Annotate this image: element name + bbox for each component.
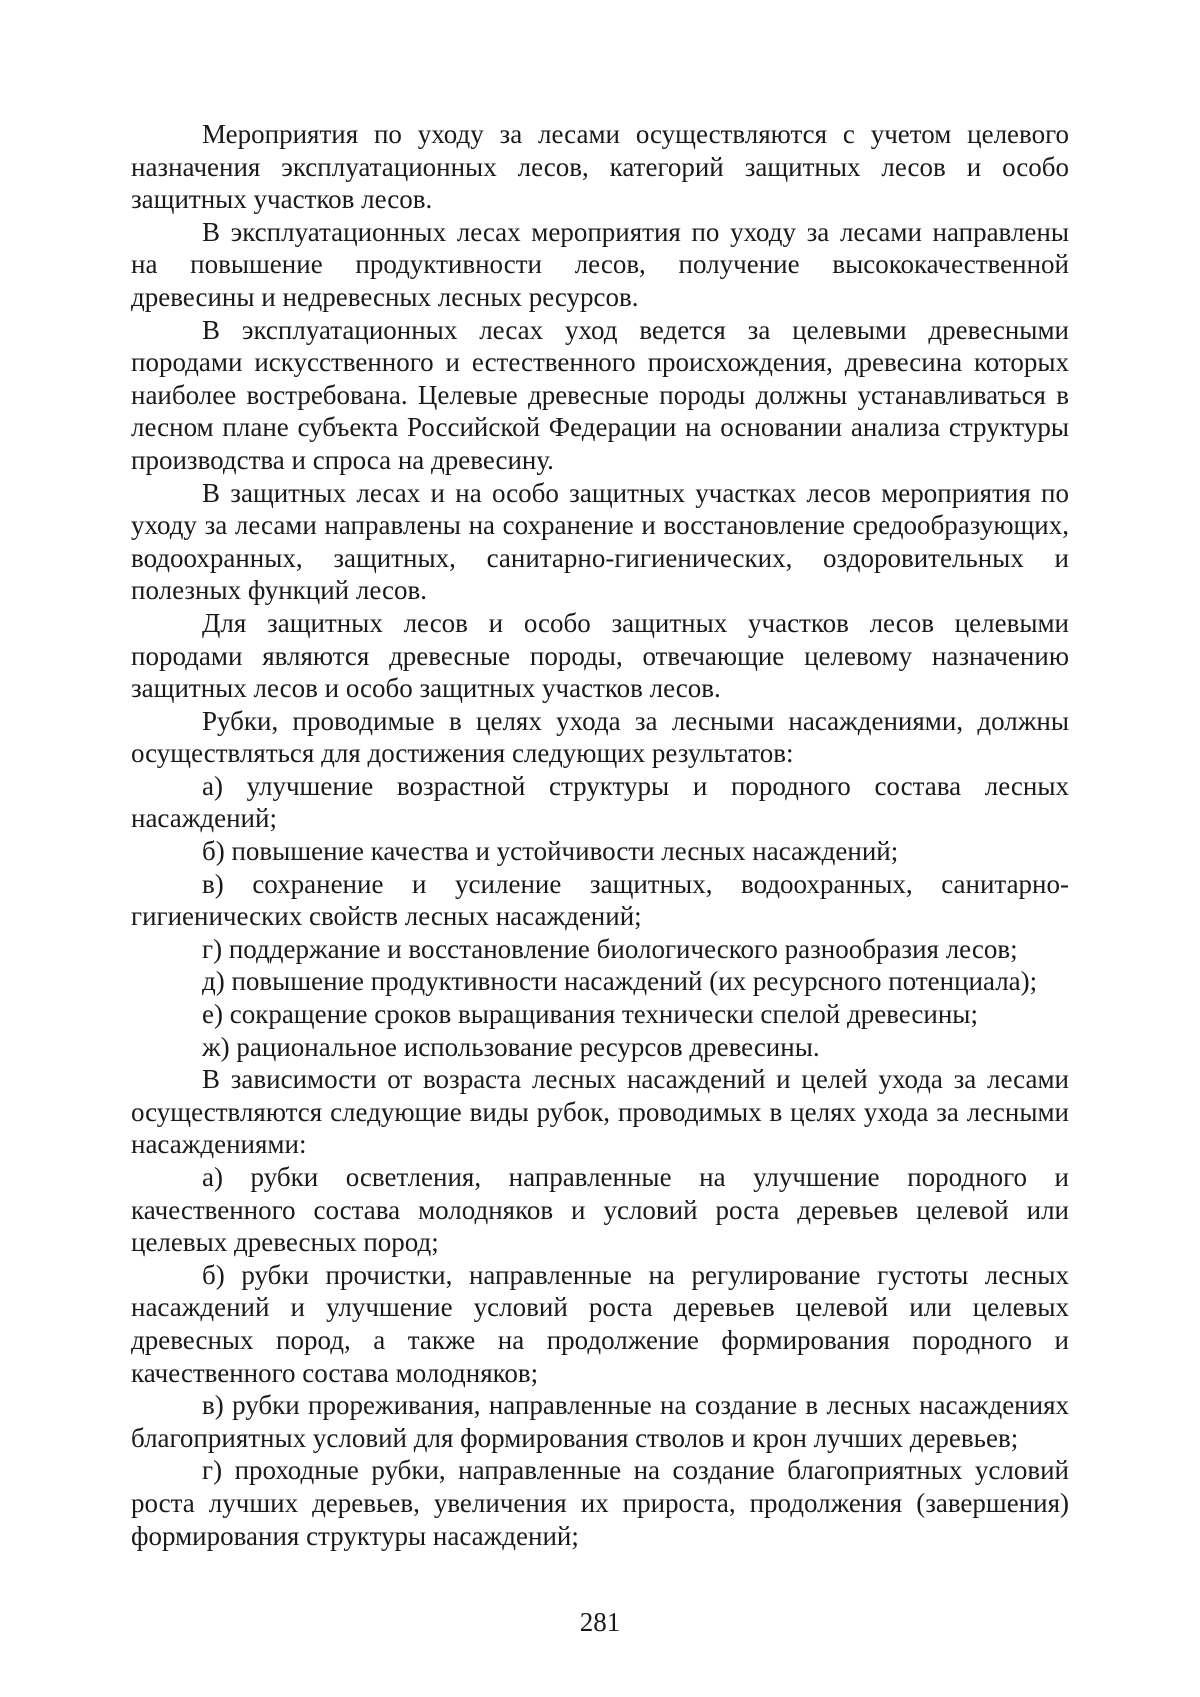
list-item: в) сохранение и усиление защитных, водоохранных, санитарно-гигиенических свойств лесных насаждений; (131, 868, 1069, 932)
paragraph: В защитных лесах и на особо защитных участках лесов мероприятия по уходу за лесами направлены на сохранение и восстановление средообразующих, водоохранных, защитных, санитарно-гигиенических, оздоровительных и полезных функций лесов. (131, 477, 1069, 606)
paragraph: Мероприятия по уходу за лесами осуществляются с учетом целевого назначения эксплуатационных лесов, категорий защитных лесов и особо защитных участков лесов. (131, 119, 1069, 215)
paragraph: В эксплуатационных лесах уход ведется за целевыми древесными породами искусственного и естественного происхождения, древесина которых наиболее востребована. Целевые древесные породы должны устанавливаться в лесном плане субъекта Российской Федерации на основании анализа структуры производства и спроса на древесину. (131, 314, 1069, 475)
list-item: г) поддержание и восстановление биологического разнообразия лесов; (202, 933, 1018, 964)
list-item: б) повышение качества и устойчивости лесных насаждений; (202, 836, 899, 867)
list-item: г) проходные рубки, направленные на создание благоприятных условий роста лучших деревьев, увеличения их прироста, продолжения (завершения) формирования структуры насаждений; (131, 1455, 1069, 1551)
document-body (131, 118, 1069, 1552)
list-item: б) рубки прочистки, направленные на регулирование густоты лесных насаждений и улучшение условий роста деревьев целевой или целевых древесных пород, а также на продолжение формирования породного и качественного состава молодняков; (131, 1259, 1069, 1388)
list-item: ж) рациональное использование ресурсов древесины. (202, 1031, 820, 1062)
paragraph: В зависимости от возраста лесных насаждений и целей ухода за лесами осуществляются следующие виды рубок, проводимых в целях ухода за лесными насаждениями: (131, 1064, 1069, 1160)
list-item: в) рубки прореживания, направленные на создание в лесных насаждениях благоприятных условий для формирования стволов и крон лучших деревьев; (131, 1390, 1069, 1453)
list-item: д) повышение продуктивности насаждений (их ресурсного потенциала); (202, 966, 1038, 997)
list-item: а) улучшение возрастной структуры и породного состава лесных насаждений; (131, 770, 1069, 834)
list-item: а) рубки осветления, направленные на улучшение породного и качественного состава молодняков и условий роста деревьев целевой или целевых древесных пород; (131, 1162, 1069, 1258)
paragraph: Для защитных лесов и особо защитных участков лесов целевыми породами являются древесные породы, отвечающие целевому назначению защитных лесов и особо защитных участков лесов. (131, 607, 1069, 704)
list-item: е) сокращение сроков выращивания технически спелой древесины; (202, 999, 978, 1030)
page-number: 281 (579, 1607, 621, 1637)
paragraph: Рубки, проводимые в целях ухода за лесными насаждениями, должны осуществляться для достижения следующих результатов: (131, 705, 1069, 769)
paragraph: В эксплуатационных лесах мероприятия по уходу за лесами направлены на повышение продуктивности лесов, получение высококачественной древесины и недревесных лесных ресурсов. (131, 216, 1069, 312)
